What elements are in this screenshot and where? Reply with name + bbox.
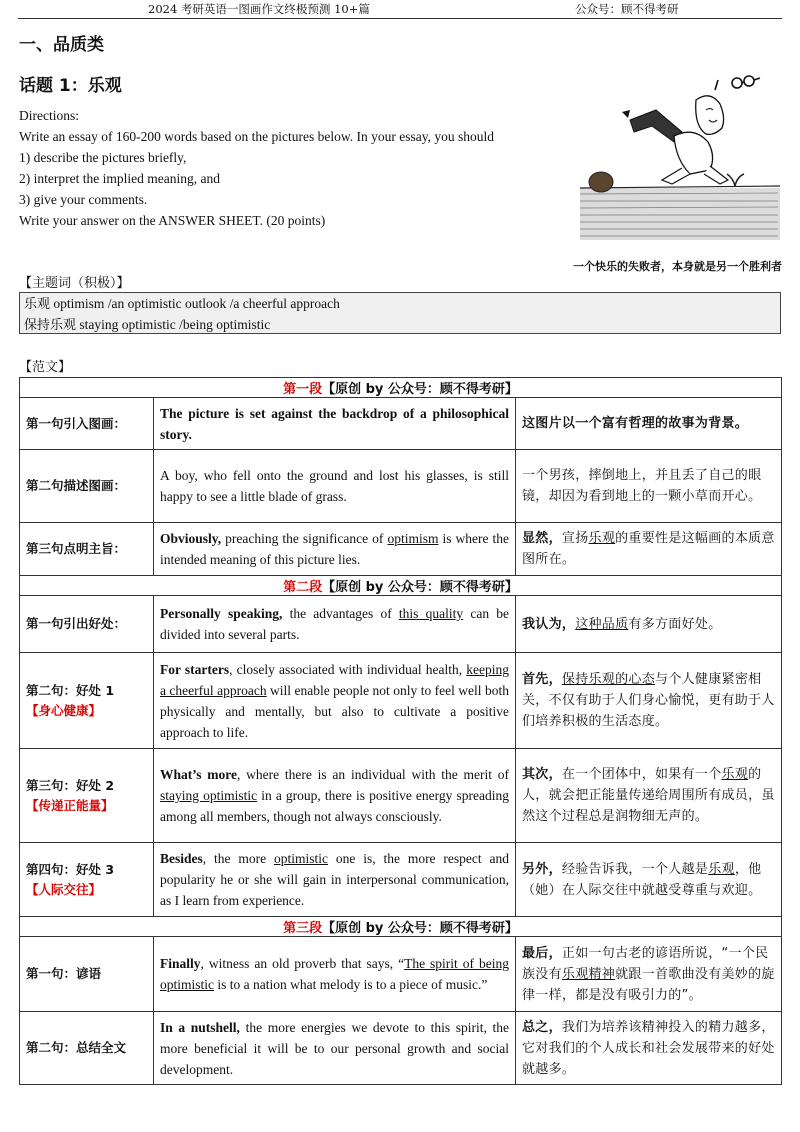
table-row [20,937,782,1012]
row-label: 第四句：好处 3 【人际交往】 [20,843,154,917]
row-chinese: 总之，我们为培养该精神投入的精力越多，它对我们的个人成长和社会发展带来的好处就越多。 [516,1012,782,1085]
row-chinese: 显然，宣扬乐观的重要性是这幅画的本质意图所在。 [516,523,782,576]
essay-table [19,377,782,1085]
glasses-doodle [715,76,760,90]
table-row [20,1012,782,1085]
table-row [20,523,782,576]
paragraph-header-row [20,378,782,398]
row-english: Finally, witness an old proverb that says, “The spirit of being optimistic is to a nation what melody is to a piece of music.” [154,937,516,1012]
benefit-tag: 【人际交往】 [26,881,102,897]
directions-line: 1) describe the pictures briefly, [19,150,187,165]
keyword-line [24,294,776,315]
keyword-en: optimism /an optimistic outlook /a cheerful approach [50,296,340,311]
row-label: 第一句：谚语 [20,937,154,1012]
directions-line: Write an essay of 160-200 words based on the pictures below. In your essay, you should [19,129,494,144]
boy-body [674,132,713,174]
row-label: 第三句：好处 2 【传递正能量】 [20,749,154,843]
section-title: 一、品质类 [19,35,104,55]
table-row [20,450,782,523]
row-label: 第一句引出好处： [20,596,154,653]
essay-label: 【范文】 [19,360,72,375]
benefit-tag: 【传递正能量】 [26,797,114,813]
keyword-cn: 保持乐观 [24,318,77,333]
row-english: For starters, closely associated with individual health, keeping a cheerful approach will enable people not only to feel well both physically and mentally, but also to cultivate a positive approach to life. [154,653,516,749]
directions-block [19,105,494,231]
directions-line: Write your answer on the ANSWER SHEET. (20 points) [19,213,326,228]
page-header [18,0,782,19]
directions-heading: Directions: [19,108,79,123]
table-row [20,596,782,653]
keyword-cn: 乐观 [24,297,51,312]
topic-title: 话题 1：乐观 [19,76,122,96]
row-english: In a nutshell, the more energies we devote to this spirit, the more beneficial it will be to our personal growth and social development. [154,1012,516,1085]
row-chinese: 最后，正如一句古老的谚语所说，“一个民族没有乐观精神就跟一首歌曲没有美妙的旋律一样，都是没有吸引力的”。 [516,937,782,1012]
table-row [20,398,782,450]
header-title: 2024 考研英语一图画作文终极预测 10+篇 [148,2,370,16]
row-english: Personally speaking, the advantages of this quality can be divided into several parts. [154,596,516,653]
paragraph-header: 第一段【原创 by 公众号：顾不得考研】 [20,378,782,398]
directions-line: 2) interpret the implied meaning, and [19,171,220,186]
table-row [20,653,782,749]
row-english: The picture is set against the backdrop of a philosophical story. [154,398,516,450]
row-chinese: 其次，在一个团体中，如果有一个乐观的人，就会把正能量传递给周围所有成员，虽然这个过程总是润物细无声的。 [516,749,782,843]
row-english: Obviously, preaching the significance of optimism is where the intended meaning of this picture lies. [154,523,516,576]
boy-head [696,96,724,135]
benefit-tag: 【身心健康】 [26,702,102,718]
ground-hatch [580,188,780,240]
row-chinese: 我认为，这种品质有多方面好处。 [516,596,782,653]
table-row [20,749,782,843]
paragraph-header: 第二段【原创 by 公众号：顾不得考研】 [20,576,782,596]
row-label: 第三句点明主旨： [20,523,154,576]
directions-line: 3) give your comments. [19,192,148,207]
keywords-box [19,292,781,334]
cartoon-image [578,70,783,242]
row-label: 第二句：总结全文 [20,1012,154,1085]
header-account: 公众号：顾不得考研 [575,2,679,16]
row-chinese: 这图片以一个富有哲理的故事为背景。 [516,398,782,450]
table-row [20,843,782,917]
row-english: What’s more, where there is an individual with the merit of staying optimistic in a group, there is positive energy spreading among all members, though not always consciously. [154,749,516,843]
row-english: A boy, who fell onto the ground and lost his glasses, is still happy to see a little blade of grass. [154,450,516,523]
keyword-en: staying optimistic /being optimistic [76,317,271,332]
row-label: 第二句：好处 1 【身心健康】 [20,653,154,749]
grass-sprout [727,174,744,186]
row-chinese: 首先，保持乐观的心态与个人健康紧密相关，不仅有助于人们身心愉悦，更有助于人们培养积极的生活态度。 [516,653,782,749]
paragraph-header: 第三段【原创 by 公众号：顾不得考研】 [20,917,782,937]
keywords-label: 【主题词（积极）】 [19,276,130,291]
row-chinese: 一个男孩，摔倒地上，并且丢了自己的眼镜，却因为看到地上的一颗小草而开心。 [516,450,782,523]
row-chinese: 另外，经验告诉我，一个人越是乐观，他（她）在人际交往中就越受尊重与欢迎。 [516,843,782,917]
cartoon-caption: 一个快乐的失败者，本身就是另一个胜利者 [573,260,782,273]
paragraph-header-row [20,917,782,937]
row-label: 第二句描述图画： [20,450,154,523]
stone-shape [589,172,613,192]
row-english: Besides, the more optimistic one is, the more respect and popularity he or she will gain in interpersonal communication, as I learn from experience. [154,843,516,917]
paragraph-header-row [20,576,782,596]
row-label: 第一句引入图画： [20,398,154,450]
keyword-line [24,315,776,336]
